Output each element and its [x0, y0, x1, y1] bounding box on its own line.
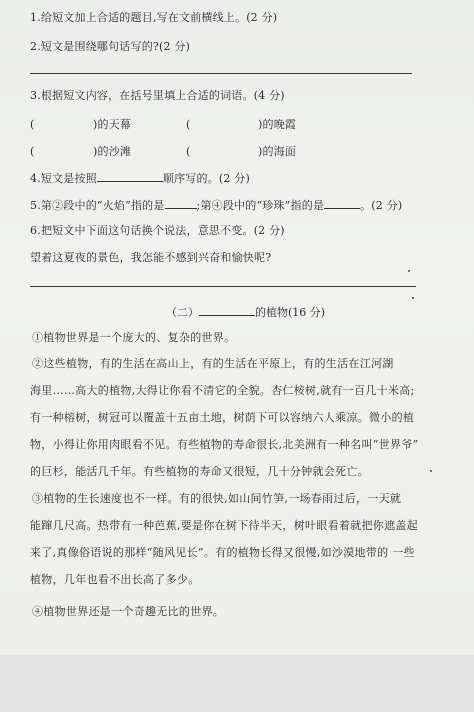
speck — [430, 470, 432, 472]
paragraph-3-line-4: 植物，几年也看不出长高了多少。 — [30, 573, 200, 586]
paragraph-2-line-5: 的巨杉，能活几千年。有些植物的寿命又很短，几十分钟就会死亡。 — [30, 465, 369, 478]
q5-blank-2 — [324, 198, 360, 209]
paragraph-3-line-3: 来了,真像俗语说的那样“随风见长”。有的植物长得又很慢,如沙漠地带的 一些 — [30, 546, 415, 559]
question-3: 3.根据短文内容，在括号里填上合适的词语。(4 分) — [30, 89, 285, 102]
answer-line-q6 — [30, 286, 416, 287]
speck — [408, 270, 410, 272]
paragraph-1: ①植物世界是一个庞大的、复杂的世界。 — [32, 331, 236, 344]
q3-item-a-open: ( — [30, 118, 35, 131]
q3-item-b: )的晚霞 — [258, 118, 297, 131]
q3-item-a: )的天幕 — [93, 118, 132, 131]
paragraph-3-line-2: 能蹿几尺高。热带有一种芭蕉,要是你在树下待半天，树叶眼看着就把你遮盖起 — [30, 519, 418, 532]
speck — [412, 297, 414, 299]
question-2: 2.短文是围绕哪句话写的?(2 分) — [30, 40, 191, 53]
q5-blank-1 — [165, 198, 197, 209]
paragraph-4: ④植物世界还是一个奇趣无比的世界。 — [32, 605, 225, 618]
paragraph-2-line-2: 海里……高大的植物,大得让你看不清它的全貌。杏仁桉树,就有一百几十米高; — [30, 384, 415, 397]
q4-suffix: 顺序写的。(2 分) — [162, 172, 250, 185]
q5-part2: ;第④段中的“珍珠”指的是 — [196, 199, 325, 212]
section2-title-blank — [199, 305, 255, 316]
section2-title-suffix: 的植物(16 分) — [255, 306, 326, 319]
paragraph-2-line-1: ②这些植物，有的生活在高山上，有的生活在平原上，有的生活在江河湖 — [32, 357, 394, 370]
bottom-margin — [0, 655, 474, 712]
q4-prefix: 4.短文是按照 — [30, 172, 97, 185]
q5-part3: 。(2 分) — [360, 199, 403, 212]
q4-blank — [97, 171, 163, 182]
question-1: 1.给短文加上合适的题目,写在文前横线上。(2 分) — [30, 11, 278, 24]
q6-sentence: 望着这夏夜的景色，我怎能不感到兴奋和愉快呢? — [30, 251, 272, 264]
q3-item-c: )的沙滩 — [93, 145, 132, 158]
paragraph-2-line-4: 物，小得让你用肉眼看不见。有些植物的寿命很长,北美洲有一种名叫“世界爷” — [30, 438, 419, 451]
q5-part1: 5.第②段中的“火焰”指的是 — [30, 199, 165, 212]
section2-title-prefix: （二） — [166, 306, 199, 319]
question-4 — [30, 171, 250, 186]
q3-item-d-open: ( — [186, 145, 191, 158]
q3-item-d: )的海面 — [258, 145, 297, 158]
q3-item-b-open: ( — [186, 118, 191, 131]
section2-title — [166, 304, 325, 320]
question-6: 6.把短文中下面这句话换个说法，意思不变。(2 分) — [30, 224, 285, 237]
paragraph-2-line-3: 有一种榕树，树冠可以覆盖十五亩土地，树荫下可以容纳六人乘凉。微小的植 — [30, 411, 415, 424]
paragraph-3-line-1: ③植物的生长速度也不一样。有的很快,如山间竹笋,一场春雨过后，一天就 — [32, 492, 402, 505]
q3-item-c-open: ( — [30, 145, 35, 158]
answer-line-q2 — [30, 73, 412, 74]
question-5 — [30, 198, 402, 213]
